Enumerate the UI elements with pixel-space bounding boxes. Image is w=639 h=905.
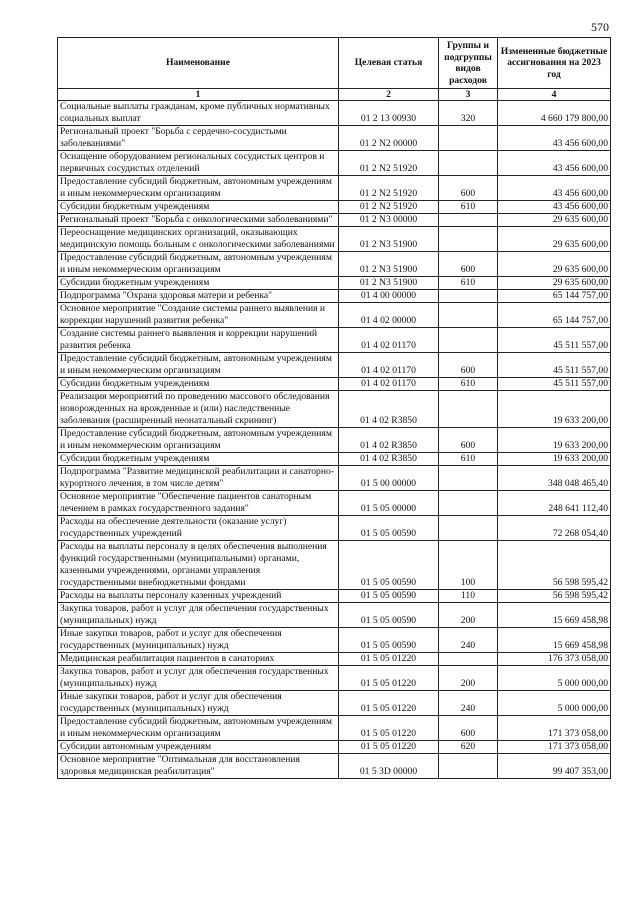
row-name-cell: Социальные выплаты гражданам, кроме публичных нормативных социальных выплат — [58, 101, 339, 126]
row-name-cell: Предоставление субсидий бюджетным, автономным учреждениям и иным некоммерческим организациям — [58, 353, 339, 378]
row-code-cell: 01 2 N2 51920 — [339, 151, 439, 176]
row-name-cell: Субсидии бюджетным учреждениям — [58, 378, 339, 391]
table-row — [58, 151, 611, 176]
row-group-cell: 600 — [439, 428, 498, 453]
table-row — [58, 716, 611, 741]
row-name-cell: Реализация мероприятий по проведению массового обследования новорожденных на врожденные и (или) наследственные заболевания (расширенный неонатальный скрининг) — [58, 391, 339, 428]
row-code-cell: 01 5 05 00590 — [339, 541, 439, 590]
row-group-cell — [439, 214, 498, 227]
row-name-cell: Субсидии бюджетным учреждениям — [58, 453, 339, 466]
row-name-cell: Основное мероприятие "Создание системы раннего выявления и коррекции нарушений развития ребенка" — [58, 303, 339, 328]
row-group-cell — [439, 653, 498, 666]
row-group-cell: 110 — [439, 590, 498, 603]
table-row — [58, 252, 611, 277]
row-name-cell: Расходы на выплаты персоналу в целях обеспечения выполнения функций государственными (муниципальными) органами, казенными учреждениями, органами управления государственными внебюджетными фондами — [58, 541, 339, 590]
row-name-cell: Создание системы раннего выявления и коррекции нарушений развития ребенка — [58, 328, 339, 353]
row-name-cell: Региональный проект "Борьба с сердечно-сосудистыми заболеваниями" — [58, 126, 339, 151]
row-name-cell: Медицинская реабилитация пациентов в санаториях — [58, 653, 339, 666]
budget-table — [57, 37, 611, 779]
row-code-cell: 01 4 02 00000 — [339, 303, 439, 328]
row-code-cell: 01 4 00 00000 — [339, 290, 439, 303]
header-amount: Измененные бюджетные ассигнования на 2023 год — [498, 38, 611, 89]
row-amount-cell: 43 456 600,00 — [498, 151, 611, 176]
table-row — [58, 428, 611, 453]
header-group: Группы и подгруппы видов расходов — [439, 38, 498, 89]
row-group-cell: 610 — [439, 201, 498, 214]
row-group-cell: 600 — [439, 716, 498, 741]
row-code-cell: 01 5 3D 00000 — [339, 754, 439, 779]
row-group-cell: 240 — [439, 691, 498, 716]
row-group-cell — [439, 328, 498, 353]
row-name-cell: Предоставление субсидий бюджетным, автономным учреждениям и иным некоммерческим организациям — [58, 252, 339, 277]
row-group-cell — [439, 391, 498, 428]
row-code-cell: 01 2 13 00930 — [339, 101, 439, 126]
row-amount-cell: 29 635 600,00 — [498, 227, 611, 252]
table-row — [58, 214, 611, 227]
table-row — [58, 101, 611, 126]
row-amount-cell: 65 144 757,00 — [498, 303, 611, 328]
row-code-cell: 01 4 02 01170 — [339, 378, 439, 391]
table-row — [58, 391, 611, 428]
row-code-cell: 01 5 05 00590 — [339, 628, 439, 653]
row-name-cell: Закупка товаров, работ и услуг для обеспечения государственных (муниципальных) нужд — [58, 666, 339, 691]
row-name-cell: Оснащение оборудованием региональных сосудистых центров и первичных сосудистых отделений — [58, 151, 339, 176]
row-amount-cell: 171 373 058,00 — [498, 741, 611, 754]
row-code-cell: 01 4 02 R3850 — [339, 391, 439, 428]
table-row — [58, 628, 611, 653]
table-row — [58, 691, 611, 716]
row-name-cell: Субсидии бюджетным учреждениям — [58, 201, 339, 214]
row-amount-cell: 15 669 458,98 — [498, 628, 611, 653]
row-group-cell: 200 — [439, 666, 498, 691]
row-group-cell: 320 — [439, 101, 498, 126]
row-group-cell — [439, 126, 498, 151]
row-amount-cell: 72 268 054,40 — [498, 516, 611, 541]
row-code-cell: 01 5 05 00590 — [339, 603, 439, 628]
row-name-cell: Переоснащение медицинских организаций, оказывающих медицинскую помощь больным с онкологическими заболеваниями — [58, 227, 339, 252]
row-code-cell: 01 5 05 00000 — [339, 491, 439, 516]
row-amount-cell: 5 000 000,00 — [498, 666, 611, 691]
row-code-cell: 01 5 05 01220 — [339, 716, 439, 741]
table-row — [58, 290, 611, 303]
table-row — [58, 453, 611, 466]
table-row — [58, 653, 611, 666]
row-amount-cell: 43 456 600,00 — [498, 201, 611, 214]
row-group-cell: 610 — [439, 277, 498, 290]
row-name-cell: Основное мероприятие "Оптимальная для восстановления здоровья медицинская реабилитация" — [58, 754, 339, 779]
row-amount-cell: 65 144 757,00 — [498, 290, 611, 303]
row-amount-cell: 99 407 353,00 — [498, 754, 611, 779]
column-number: 2 — [339, 89, 439, 101]
row-group-cell — [439, 227, 498, 252]
table-row — [58, 277, 611, 290]
row-code-cell: 01 4 02 R3850 — [339, 428, 439, 453]
page-number: 570 — [591, 20, 609, 34]
row-name-cell: Субсидии бюджетным учреждениям — [58, 277, 339, 290]
row-group-cell: 200 — [439, 603, 498, 628]
row-name-cell: Предоставление субсидий бюджетным, автономным учреждениям и иным некоммерческим организациям — [58, 716, 339, 741]
table-row — [58, 227, 611, 252]
table-row — [58, 603, 611, 628]
row-amount-cell: 248 641 112,40 — [498, 491, 611, 516]
row-name-cell: Иные закупки товаров, работ и услуг для обеспечения государственных (муниципальных) нужд — [58, 628, 339, 653]
row-amount-cell: 5 000 000,00 — [498, 691, 611, 716]
row-name-cell: Подпрограмма "Развитие медицинской реабилитации и санаторно-курортного лечения, в том числе детям" — [58, 466, 339, 491]
row-amount-cell: 19 633 200,00 — [498, 428, 611, 453]
row-code-cell: 01 2 N3 51900 — [339, 277, 439, 290]
table-row — [58, 303, 611, 328]
row-group-cell: 600 — [439, 252, 498, 277]
column-number: 3 — [439, 89, 498, 101]
header-name: Наименование — [58, 38, 339, 89]
table-row — [58, 491, 611, 516]
row-code-cell: 01 5 05 01220 — [339, 653, 439, 666]
row-amount-cell: 45 511 557,00 — [498, 328, 611, 353]
row-code-cell: 01 5 05 01220 — [339, 741, 439, 754]
row-code-cell: 01 5 05 01220 — [339, 666, 439, 691]
row-group-cell: 600 — [439, 353, 498, 378]
row-code-cell: 01 4 02 R3850 — [339, 453, 439, 466]
row-amount-cell: 43 456 600,00 — [498, 176, 611, 201]
row-name-cell: Подпрограмма "Охрана здоровья матери и ребенка" — [58, 290, 339, 303]
row-amount-cell: 56 598 595,42 — [498, 541, 611, 590]
table-row — [58, 741, 611, 754]
table-row — [58, 516, 611, 541]
row-group-cell — [439, 754, 498, 779]
row-amount-cell: 29 635 600,00 — [498, 252, 611, 277]
table-row — [58, 590, 611, 603]
row-code-cell: 01 5 05 01220 — [339, 691, 439, 716]
row-name-cell: Предоставление субсидий бюджетным, автономным учреждениям и иным некоммерческим организациям — [58, 176, 339, 201]
row-amount-cell: 4 660 179 800,00 — [498, 101, 611, 126]
column-number: 1 — [58, 89, 339, 101]
row-name-cell: Основное мероприятие "Обеспечение пациентов санаторным лечением в рамках государственного задания" — [58, 491, 339, 516]
row-group-cell — [439, 491, 498, 516]
row-group-cell: 620 — [439, 741, 498, 754]
row-name-cell: Иные закупки товаров, работ и услуг для обеспечения государственных (муниципальных) нужд — [58, 691, 339, 716]
row-code-cell: 01 4 02 01170 — [339, 353, 439, 378]
table-row — [58, 541, 611, 590]
row-amount-cell: 19 633 200,00 — [498, 391, 611, 428]
row-amount-cell: 56 598 595,42 — [498, 590, 611, 603]
row-code-cell: 01 2 N2 51920 — [339, 176, 439, 201]
table-row — [58, 201, 611, 214]
row-code-cell: 01 2 N3 00000 — [339, 214, 439, 227]
row-code-cell: 01 2 N3 51900 — [339, 227, 439, 252]
header-row — [58, 38, 611, 89]
table-row — [58, 328, 611, 353]
column-number-row — [58, 89, 611, 101]
row-amount-cell: 43 456 600,00 — [498, 126, 611, 151]
row-name-cell: Предоставление субсидий бюджетным, автономным учреждениям и иным некоммерческим организациям — [58, 428, 339, 453]
table-row — [58, 666, 611, 691]
row-name-cell: Субсидии автономным учреждениям — [58, 741, 339, 754]
row-amount-cell: 29 635 600,00 — [498, 277, 611, 290]
row-code-cell: 01 2 N2 51920 — [339, 201, 439, 214]
table-row — [58, 353, 611, 378]
row-code-cell: 01 5 05 00590 — [339, 516, 439, 541]
row-group-cell: 600 — [439, 176, 498, 201]
row-code-cell: 01 5 05 00590 — [339, 590, 439, 603]
row-amount-cell: 45 511 557,00 — [498, 353, 611, 378]
row-group-cell — [439, 303, 498, 328]
row-amount-cell: 176 373 058,00 — [498, 653, 611, 666]
table-row — [58, 378, 611, 391]
column-number: 4 — [498, 89, 611, 101]
row-amount-cell: 19 633 200,00 — [498, 453, 611, 466]
row-group-cell — [439, 290, 498, 303]
row-name-cell: Расходы на обеспечение деятельности (оказание услуг) государственных учреждений — [58, 516, 339, 541]
row-amount-cell: 15 669 458,98 — [498, 603, 611, 628]
row-name-cell: Расходы на выплаты персоналу казенных учреждений — [58, 590, 339, 603]
row-amount-cell: 348 048 465,40 — [498, 466, 611, 491]
table-row — [58, 466, 611, 491]
row-group-cell — [439, 466, 498, 491]
row-amount-cell: 29 635 600,00 — [498, 214, 611, 227]
table-row — [58, 754, 611, 779]
table-row — [58, 126, 611, 151]
row-amount-cell: 171 373 058,00 — [498, 716, 611, 741]
row-name-cell: Закупка товаров, работ и услуг для обеспечения государственных (муниципальных) нужд — [58, 603, 339, 628]
row-group-cell: 610 — [439, 453, 498, 466]
row-code-cell: 01 4 02 01170 — [339, 328, 439, 353]
row-code-cell: 01 5 00 00000 — [339, 466, 439, 491]
row-group-cell: 610 — [439, 378, 498, 391]
row-name-cell: Региональный проект "Борьба с онкологическими заболеваниями" — [58, 214, 339, 227]
header-code: Целевая статья — [339, 38, 439, 89]
row-group-cell: 100 — [439, 541, 498, 590]
row-code-cell: 01 2 N2 00000 — [339, 126, 439, 151]
row-code-cell: 01 2 N3 51900 — [339, 252, 439, 277]
row-amount-cell: 45 511 557,00 — [498, 378, 611, 391]
row-group-cell — [439, 516, 498, 541]
row-group-cell — [439, 151, 498, 176]
row-group-cell: 240 — [439, 628, 498, 653]
table-row — [58, 176, 611, 201]
